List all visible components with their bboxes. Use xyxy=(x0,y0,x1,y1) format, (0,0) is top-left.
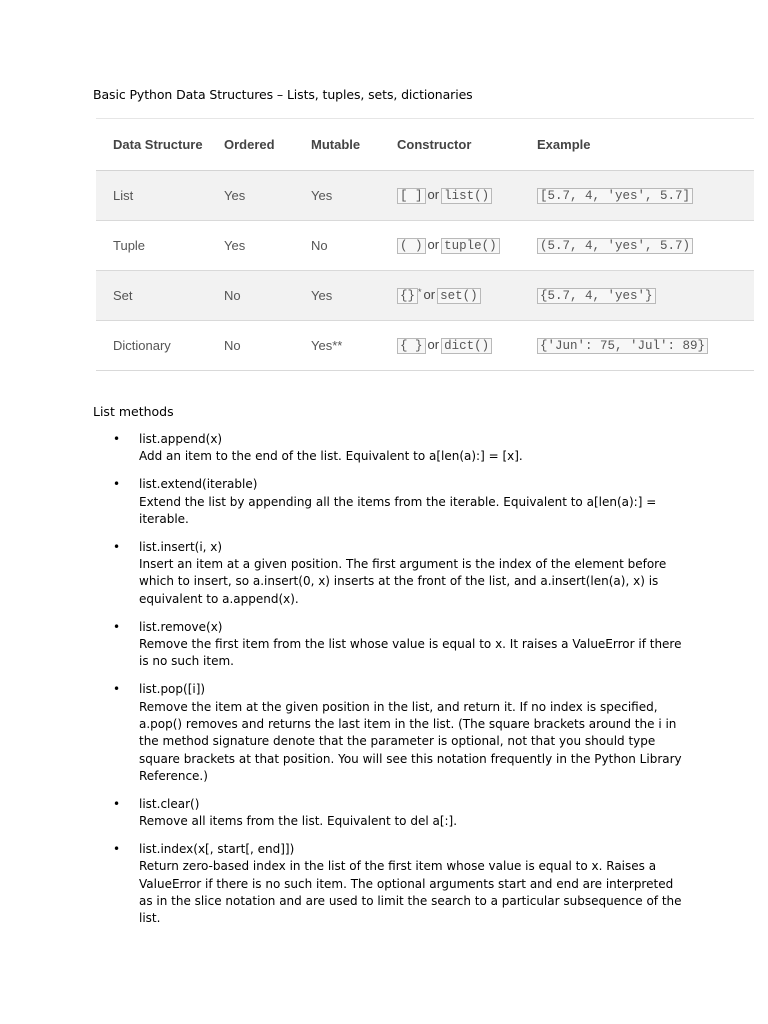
list-item xyxy=(93,539,683,608)
cell-name: Dictionary xyxy=(96,321,224,371)
constructor-literal: [ ] xyxy=(397,188,426,204)
method-signature: list.index(x[, start[, end]]) xyxy=(139,842,295,857)
cell-constructor xyxy=(397,321,537,371)
method-description: Return zero-based index in the list of the first item whose value is equal to x. Raises a ValueError if there is no such item. The optional arguments start and end are interpreted as in the slice notation and are used to limit the search to a particular subsequence of the list. xyxy=(139,859,682,926)
cell-example xyxy=(537,171,754,221)
example-code: {'Jun': 75, 'Jul': 89} xyxy=(537,338,708,354)
example-code: [5.7, 4, 'yes', 5.7] xyxy=(537,188,693,204)
or-text: or xyxy=(423,287,436,302)
or-text: or xyxy=(427,337,440,352)
bullet-icon: • xyxy=(113,539,121,554)
bullet-icon: • xyxy=(113,477,121,492)
method-signature: list.clear() xyxy=(139,796,200,811)
bullet-icon: • xyxy=(113,619,121,634)
constructor-literal: ( ) xyxy=(397,238,426,254)
cell-mutable: No xyxy=(311,221,397,271)
header-ordered: Ordered xyxy=(224,119,311,171)
section-heading: List methods xyxy=(93,404,174,419)
cell-name: Set xyxy=(96,271,224,321)
cell-constructor xyxy=(397,221,537,271)
bullet-icon: • xyxy=(113,842,121,857)
list-item xyxy=(93,619,683,671)
methods-list xyxy=(93,431,683,938)
cell-mutable: Yes xyxy=(311,271,397,321)
constructor-literal: { } xyxy=(397,338,426,354)
cell-name: Tuple xyxy=(96,221,224,271)
method-signature: list.insert(i, x) xyxy=(139,539,223,554)
footnote-marker: * xyxy=(418,287,422,297)
method-signature: list.pop([i]) xyxy=(139,682,206,697)
cell-example xyxy=(537,271,754,321)
page-title: Basic Python Data Structures – Lists, tuples, sets, dictionaries xyxy=(93,87,473,102)
method-description: Add an item to the end of the list. Equivalent to a[len(a):] = [x]. xyxy=(139,449,523,464)
method-signature: list.remove(x) xyxy=(139,619,223,634)
or-text: or xyxy=(427,237,440,252)
header-example: Example xyxy=(537,119,754,171)
bullet-icon: • xyxy=(113,796,121,811)
table-row xyxy=(96,221,754,271)
method-description: Remove all items from the list. Equivalent to del a[:]. xyxy=(139,814,458,829)
method-description: Remove the first item from the list whose value is equal to x. It raises a ValueError if there is no such item. xyxy=(139,637,682,669)
list-item xyxy=(93,841,683,927)
cell-ordered: Yes xyxy=(224,221,311,271)
table-row xyxy=(96,171,754,221)
example-code: {5.7, 4, 'yes'} xyxy=(537,288,656,304)
list-item xyxy=(93,431,683,466)
bullet-icon: • xyxy=(113,432,121,446)
list-item xyxy=(93,681,683,785)
method-signature: list.extend(iterable) xyxy=(139,477,258,492)
constructor-literal: {} xyxy=(397,288,418,304)
table-row xyxy=(96,321,754,371)
cell-mutable: Yes xyxy=(311,171,397,221)
cell-ordered: No xyxy=(224,271,311,321)
constructor-call: dict() xyxy=(441,338,492,354)
or-text: or xyxy=(427,187,440,202)
method-description: Extend the list by appending all the items from the iterable. Equivalent to a[len(a):] = iterable. xyxy=(139,494,657,526)
constructor-call: tuple() xyxy=(441,238,500,254)
method-signature: list.append(x) xyxy=(139,432,223,446)
cell-example xyxy=(537,221,754,271)
list-item xyxy=(93,476,683,528)
table-header-row xyxy=(96,119,754,171)
cell-ordered: No xyxy=(224,321,311,371)
header-data-structure: Data Structure xyxy=(96,119,224,171)
constructor-call: set() xyxy=(437,288,481,304)
cell-constructor xyxy=(397,271,537,321)
example-code: (5.7, 4, 'yes', 5.7) xyxy=(537,238,693,254)
constructor-call: list() xyxy=(441,188,492,204)
bullet-icon: • xyxy=(113,682,121,697)
method-description: Remove the item at the given position in the list, and return it. If no index is specified, a.pop() removes and returns the last item in the list. (The square brackets around the i in the method signature denote that the parameter is optional, not that you should type square brackets at that position. You will see this notation frequently in the Python Library Reference.) xyxy=(139,699,682,783)
cell-example xyxy=(537,321,754,371)
table-row xyxy=(96,271,754,321)
method-description: Insert an item at a given position. The first argument is the index of the element before which to insert, so a.insert(0, x) inserts at the front of the list, and a.insert(len(a), x) is equivalent to a.append(x). xyxy=(139,557,667,606)
header-mutable: Mutable xyxy=(311,119,397,171)
cell-ordered: Yes xyxy=(224,171,311,221)
cell-constructor xyxy=(397,171,537,221)
list-item xyxy=(93,796,683,831)
header-constructor: Constructor xyxy=(397,119,537,171)
cell-name: List xyxy=(96,171,224,221)
cell-mutable: Yes** xyxy=(311,321,397,371)
data-structures-table xyxy=(96,118,754,371)
